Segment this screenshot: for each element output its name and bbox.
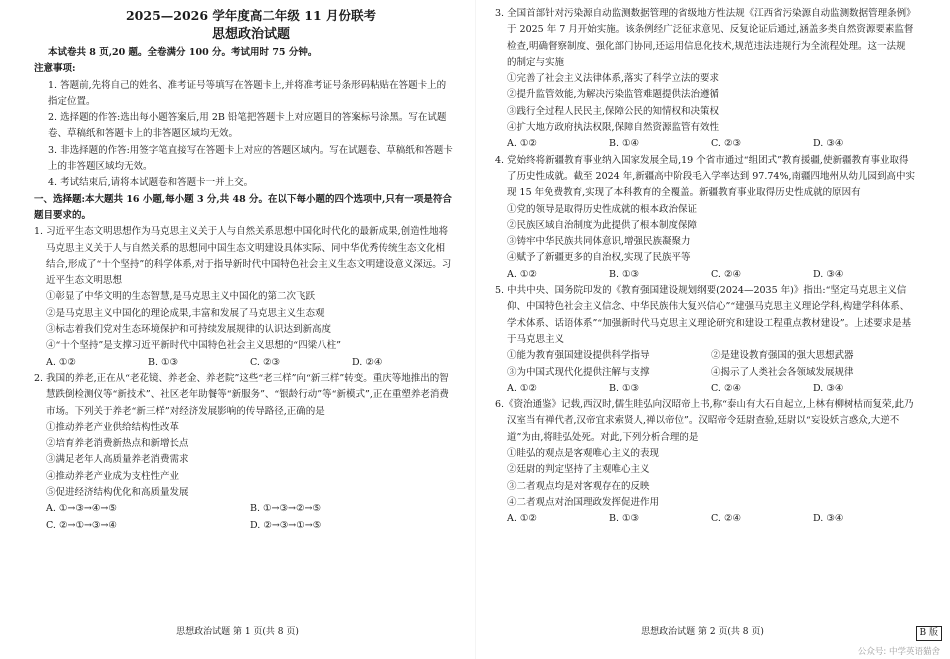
statement-pair (495, 348, 915, 364)
option-a: A. ①② (46, 356, 76, 368)
option-b: B. ①③ (609, 513, 640, 525)
option-c: C. ②③ (250, 356, 281, 368)
statement: ④揭示了人类社会各领域发展规律 (711, 366, 854, 378)
statement: ④扩大地方政府执法权限,保障自然资源监管有效性 (507, 122, 720, 134)
question-3 (495, 6, 915, 153)
question-stem: 5. 中共中央、国务院印发的《教育强国建设规划纲要(2024—2035 年)》指出:“坚定马克思主义信仰、中国特色社会主义信念、中华民族伟大复兴信心”“建强马克思主义理论学科,构建学科体系、学术体系、话语体系”“加强新时代马克思主义理论研究和建设工程重点教材建设”。上述要求是基于马克思主义 (495, 285, 912, 345)
statement: ①完善了社会主义法律体系,落实了科学立法的要求 (507, 73, 720, 85)
exam-info: 本试卷共 8 页,20 题。全卷满分 100 分。考试用时 75 分钟。 (48, 47, 318, 58)
statement: ③满足老年人高质量养老消费需求 (46, 454, 189, 466)
statement: ③铸牢中华民族共同体意识,增强民族凝聚力 (507, 236, 691, 248)
statement: ④推动养老产业成为支柱性产业 (46, 470, 180, 482)
answer-options (34, 355, 454, 371)
option-b: B. ①→③→②→⑤ (250, 503, 321, 515)
option-b: B. ①③ (609, 268, 640, 280)
answer-options (34, 501, 454, 517)
option-a: A. ①② (507, 138, 537, 150)
option-c: C. ②④ (711, 268, 742, 280)
option-d: D. ③④ (813, 382, 844, 394)
statement-pair (495, 365, 915, 381)
statement: ②是马克思主义中国化的理论成果,丰富和发展了马克思主义生态观 (46, 307, 325, 319)
statement: ③二者观点均是对客观存在的反映 (507, 480, 650, 492)
option-c: C. ②④ (711, 513, 742, 525)
option-a: A. ①② (507, 513, 537, 525)
option-a: A. ①② (507, 268, 537, 280)
option-c: C. ②→①→③→④ (46, 519, 117, 531)
question-1 (34, 224, 454, 371)
statement: ④赋予了新疆更多的自治权,实现了民族平等 (507, 252, 691, 264)
page-2-column (495, 6, 915, 528)
statement: ③践行全过程人民民主,保障公民的知情权和决策权 (507, 105, 720, 117)
question-2 (34, 371, 454, 534)
statement: ②提升监管效能,为解决污染监管难题提供法治遵循 (507, 89, 720, 101)
statement: ①能为教育强国建设提供科学指导 (507, 350, 650, 362)
note-item: 2. 选择题的作答:选出每小题答案后,用 2B 铅笔把答题卡上对应题目的答案标号涂黑。写在试题卷、草稿纸和答题卡上的非答题区域均无效。 (48, 112, 447, 140)
option-b: B. ①④ (609, 138, 640, 150)
section-heading: 一、选择题:本大题共 16 小题,每小题 3 分,共 48 分。在以下每小题的四个选项中,只有一项是符合题目要求的。 (34, 193, 452, 221)
option-d: D. ③④ (813, 513, 844, 525)
version-badge: B 版 (916, 626, 942, 641)
page-footer: 思想政治试题 第 1 页(共 8 页) (176, 627, 299, 637)
statement: ②民族区域自治制度为此提供了根本制度保障 (507, 219, 698, 231)
option-d: D. ②→③→①→⑤ (250, 519, 322, 531)
answer-options (495, 381, 915, 397)
question-6 (495, 397, 915, 527)
option-b: B. ①③ (148, 356, 179, 368)
statement: ①彰显了中华文明的生态智慧,是马克思主义中国化的第二次飞跃 (46, 291, 316, 303)
statement: ④“十个坚持”是支撑习近平新时代中国特色社会主义思想的“四梁八柱” (46, 340, 341, 352)
statement: ③为中国式现代化提供注解与支撑 (507, 366, 650, 378)
option-b: B. ①③ (609, 382, 640, 394)
statement: ①党的领导是取得历史性成就的根本政治保证 (507, 203, 698, 215)
note-item: 1. 答题前,先将自己的姓名、准考证号等填写在答题卡上,并将准考证号条形码粘贴在答题卡上的指定位置。 (48, 79, 447, 107)
page-footer: 思想政治试题 第 2 页(共 8 页) (641, 627, 764, 637)
page-1-column (34, 6, 454, 534)
statement: ①眭弘的观点是客观唯心主义的表现 (507, 448, 660, 460)
option-a: A. ①② (507, 382, 537, 394)
statement: ②是建设教育强国的强大思想武器 (711, 350, 854, 362)
watermark: 公众号: 中学英语猫舍 (857, 647, 940, 657)
notes-heading: 注意事项: (34, 63, 76, 75)
answer-options (495, 267, 915, 283)
question-stem: 1. 习近平生态文明思想作为马克思主义关于人与自然关系思想中国化时代化的最新成果,创造性地将马克思主义关于人与自然关系的思想同中国生态文明建设具体实际、同中华优秀传统生态文化相结合,形成了“十个坚持”的科学体系,对于指导新时代中国特色社会主义生态文明建设意义深远。习近平生态文明思想 (34, 226, 452, 287)
option-c: C. ②④ (711, 382, 742, 394)
option-a: A. ①→③→④→⑤ (46, 503, 117, 515)
statement: ③标志着我们党对生态环境保护和可持续发展规律的认识达到新高度 (46, 324, 332, 336)
option-d: D. ③④ (813, 138, 844, 150)
question-stem: 2. 我国的养老,正在从“老花镜、养老金、养老院”这些“老三样”向“新三样”转变。重庆等地推出的智慧跌倒检测仪等“新技术”、社区老年助餐等“新服务”、“银龄行动”等“新模式”,正在重塑养老消费市场。下列关于养老“新三样”对经济发展影响的传导路径,正确的是 (34, 372, 449, 417)
question-stem: 6.《资治通鉴》记载,西汉时,儒生眭弘向汉昭帝上书,称“泰山有大石自起立,上林有柳树枯而复荣,此乃汉室当有禅代者,汉帝宜求索贤人,禅以帝位”。汉昭帝令廷尉查验,廷尉以“妄设妖言惑众,大逆不道”为由,将眭弘处死。对此,下列分析合理的是 (495, 399, 914, 443)
statement: ⑤促进经济结构优化和高质量发展 (46, 487, 189, 499)
exam-subject: 思想政治试题 (211, 27, 290, 42)
note-item: 4. 考试结束后,请将本试题卷和答题卡一并上交。 (48, 177, 254, 189)
exam-title: 2025—2026 学年度高二年级 11 月份联考 (125, 8, 377, 23)
answer-options (34, 518, 454, 534)
statement: ②廷尉的判定坚持了主观唯心主义 (507, 464, 650, 476)
statement: ④二者观点对治国理政发挥促进作用 (507, 496, 660, 508)
statement: ①推动养老产业供给结构性改革 (46, 421, 180, 433)
option-c: C. ②③ (711, 138, 742, 150)
question-stem: 4. 党始终将新疆教育事业纳入国家发展全局,19 个省市通过“组团式”教育援疆,使新疆教育事业取得了历史性成就。截至 2024 年,新疆高中阶段毛入学率达到 97.74%,南疆四地州从幼儿园到高中实现 15 年免费教育,实现了本科教育的全覆盖。新疆教育事业取得历史性成就的原因有 (495, 154, 916, 199)
answer-options (495, 511, 915, 527)
question-4 (495, 153, 915, 283)
answer-options (495, 136, 915, 152)
page-2 (475, 0, 950, 659)
question-stem: 3. 全国首部针对污染源自动监测数据管理的省级地方性法规《江西省污染源自动监测数据管理条例》于 2025 年 7 月开始实施。该条例经广泛征求意见、反复论证后通过,涵盖多类自然资源要素监督检查,明确督察制度、强化部门协同,还运用信息化技术,规范违法违规行为全流程处理。这一法规的制定与实施 (495, 8, 914, 68)
question-5 (495, 283, 915, 397)
note-item: 3. 非选择题的作答:用签字笔直接写在答题卡上对应的答题区域内。写在试题卷、草稿纸和答题卡上的非答题区域均无效。 (48, 144, 453, 173)
statement: ②培育养老消费新热点和新增长点 (46, 438, 189, 450)
option-d: D. ③④ (813, 268, 844, 280)
option-d: D. ②④ (352, 356, 383, 368)
